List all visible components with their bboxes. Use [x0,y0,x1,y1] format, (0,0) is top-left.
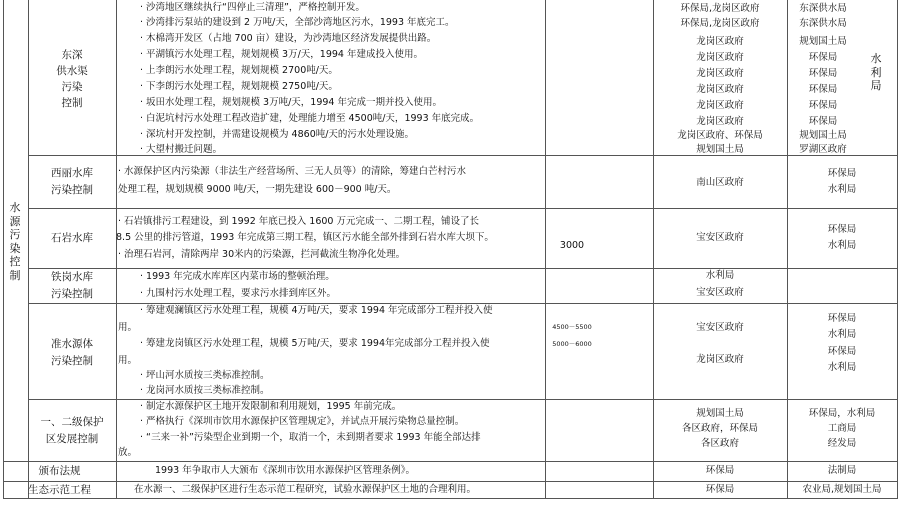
category-regulation: 颁布法规 [38,465,81,477]
responsible-unit: 龙岗区政府 [696,116,744,127]
category-tiegang-l2: 污染控制 [51,288,93,300]
scale-value: 5000－6000 [552,340,592,348]
coop-unit: 环保局 [808,68,838,79]
measure-line: · 深坑村开发控制，并需建设规模为 4860吨/天的污水处理设施。 [140,129,414,140]
grid-line [3,461,897,462]
grid-line [28,303,897,304]
responsible-unit: 龙岗区政府 [696,36,744,47]
responsible-unit: 宝安区政府 [696,287,744,298]
responsible-unit: 环保局 [705,465,735,476]
measure-line: · 沙湾地区继续执行“四停止三清理”，严格控制开发。 [140,2,365,13]
measure-line: · 坂田水处理工程，规划规模 3万吨/天，1994 年完成一期并投入使用。 [140,97,443,108]
category-dongshen-l1: 东深 [61,49,83,61]
measure-line: · 下李朗污水处理工程，规划规模 2750吨/天。 [140,81,338,92]
measure-line: · 水源保护区内污染源（非法生产经营场所、三无人员等）的清除，筹建白芒村污水 [118,166,467,177]
category-protection-l2: 区发展控制 [45,433,99,445]
coop-unit: 环保局 [827,224,857,235]
category-dongshen-l3: 污染 [61,81,83,93]
coop-unit: 东深供水局 [799,3,847,14]
grid-line [3,0,4,499]
grid-line [3,498,897,499]
measure-line: · 大望村搬迁问题。 [140,144,223,155]
coop-side-label: 水利局 [870,52,882,93]
responsible-unit: 宝安区政府 [696,322,744,333]
responsible-unit: 龙岗区政府 [696,84,744,95]
scale-value: 3000 [559,240,585,251]
coop-unit: 罗湖区政府 [799,144,847,155]
measure-line: 处理工程，规划规模 9000 吨/天，一期先建设 600－900 吨/天。 [118,184,397,195]
responsible-unit: 环保局,龙岗区政府 [680,18,760,29]
responsible-unit: 龙岗区政府 [696,354,744,365]
grid-line [116,0,117,499]
coop-unit: 规划国土局 [799,130,847,141]
category-dongshen-l4: 控制 [61,97,83,109]
coop-unit: 工商局 [827,423,857,434]
measure-line: · 九围村污水处理工程，要求污水排到库区外。 [140,288,337,299]
measure-line: · 沙湾排污泵站的建设到 2 万吨/天，全部沙湾地区污水，1993 年底完工。 [140,17,455,28]
category-eco-demo: 生态示范工程 [28,484,91,496]
measure-line: 放。 [118,447,138,458]
coop-unit: 水利局 [827,240,857,251]
coop-unit: 环保局，水利局 [808,408,876,419]
responsible-unit: 南山区政府 [696,177,744,188]
responsible-unit: 龙岗区政府、环保局 [677,130,763,141]
measure-line: · 龙岗河水质按三类标准控制。 [140,385,270,396]
category-zhunshuiyuan-l1: 准水源体 [51,338,93,350]
coop-unit: 规划国土局 [799,36,847,47]
coop-unit: 环保局 [827,346,857,357]
side-category-label: 水源污染控制 [9,201,21,282]
coop-unit: 水利局 [827,184,857,195]
responsible-unit: 宝安区政府 [696,232,744,243]
coop-unit: 农业局,规划国土局 [802,484,882,495]
category-xili-l2: 污染控制 [51,184,93,196]
coop-unit: 环保局 [808,52,838,63]
measure-line: 用。 [118,355,138,366]
measure-line: 在水源一、二级保护区进行生态示范工程研究，试验水源保护区土地的合理利用。 [134,484,477,495]
coop-unit: 法制局 [827,465,857,476]
measure-line: · 石岩镇排污工程建设，到 1992 年底已投入 1600 万元完成一、二期工程，铺设了长 [118,216,479,227]
coop-unit: 环保局 [827,313,857,324]
measure-line: · 白泥坑村污水处理工程改造扩建，处理能力增至 4500吨/天，1993 年底完成。 [140,113,480,124]
measure-line: · 制定水源保护区土地开发限制和利用规划，1995 年前完成。 [140,401,402,412]
responsible-unit: 环保局,龙岗区政府 [680,3,760,14]
measure-line: · 严格执行《深圳市饮用水源保护区管理规定》，并试点开展污染物总量控制。 [140,416,465,427]
category-tiegang-l1: 铁岗水库 [51,271,93,283]
measure-line: · 筹建龙岗镇区污水处理工程，规模 5万吨/天，要求 1994年完成部分工程并投入使 [140,338,490,349]
scale-value: 4500－5500 [552,323,592,331]
measure-line: · 木棉湾开发区（占地 700 亩）建设，为沙湾地区经济发展提供出路。 [140,33,437,44]
measure-line: · 平湖镇污水处理工程，规划规模 3万/天，1994 年建成投入使用。 [140,49,424,60]
coop-unit: 水利局 [827,329,857,340]
responsible-unit: 龙岗区政府 [696,100,744,111]
measure-line: · 筹建观澜镇区污水处理工程，规模 4万吨/天，要求 1994 年完成部分工程并投入使 [140,305,493,316]
grid-line [3,481,897,482]
responsible-unit: 水利局 [705,270,735,281]
responsible-unit: 各区政府，环保局 [681,423,758,434]
grid-line [897,0,898,499]
responsible-unit: 各区政府 [700,438,739,449]
grid-line [28,399,897,400]
responsible-unit: 龙岗区政府 [696,68,744,79]
category-protection-l1: 一、二级保护 [40,416,104,428]
coop-unit: 环保局 [808,116,838,127]
category-shiyan: 石岩水库 [51,232,93,244]
coop-unit: 环保局 [808,84,838,95]
measure-line: · “三来一补”污染型企业到期一个，取消一个，未到期者要求 1993 年能全部达排 [140,432,481,443]
grid-line [28,268,897,269]
grid-line [28,208,897,209]
category-xili-l1: 西丽水库 [51,167,93,179]
responsible-unit: 规划国土局 [696,144,744,155]
responsible-unit: 龙岗区政府 [696,52,744,63]
coop-unit: 环保局 [827,168,857,179]
coop-unit: 经发局 [827,438,857,449]
measure-line: 1993 年争取市人大颁布《深圳市饮用水源保护区管理条例》。 [155,465,415,476]
coop-unit: 环保局 [808,100,838,111]
measure-line: · 治理石岩河，清除两岸 30米内的污染源，拦河截流生物净化处理。 [118,249,406,260]
category-dongshen-l2: 供水渠 [56,65,88,77]
responsible-unit: 规划国土局 [696,408,744,419]
measure-line: · 上李朗污水处理工程，规划规模 2700吨/天。 [140,65,338,76]
responsible-unit: 环保局 [705,484,735,495]
measure-line: · 坪山河水质按三类标准控制。 [140,370,270,381]
category-zhunshuiyuan-l2: 污染控制 [51,355,93,367]
measure-line: · 1993 年完成水库库区内菜市场的整顿治理。 [140,271,335,282]
coop-unit: 水利局 [827,362,857,373]
coop-unit: 东深供水局 [799,18,847,29]
measure-line: 用。 [118,322,138,333]
measure-line: 8.5 公里的排污管道，1993 年完成第三期工程，镇区污水能全部外排到石岩水库大坝下。 [116,232,494,243]
